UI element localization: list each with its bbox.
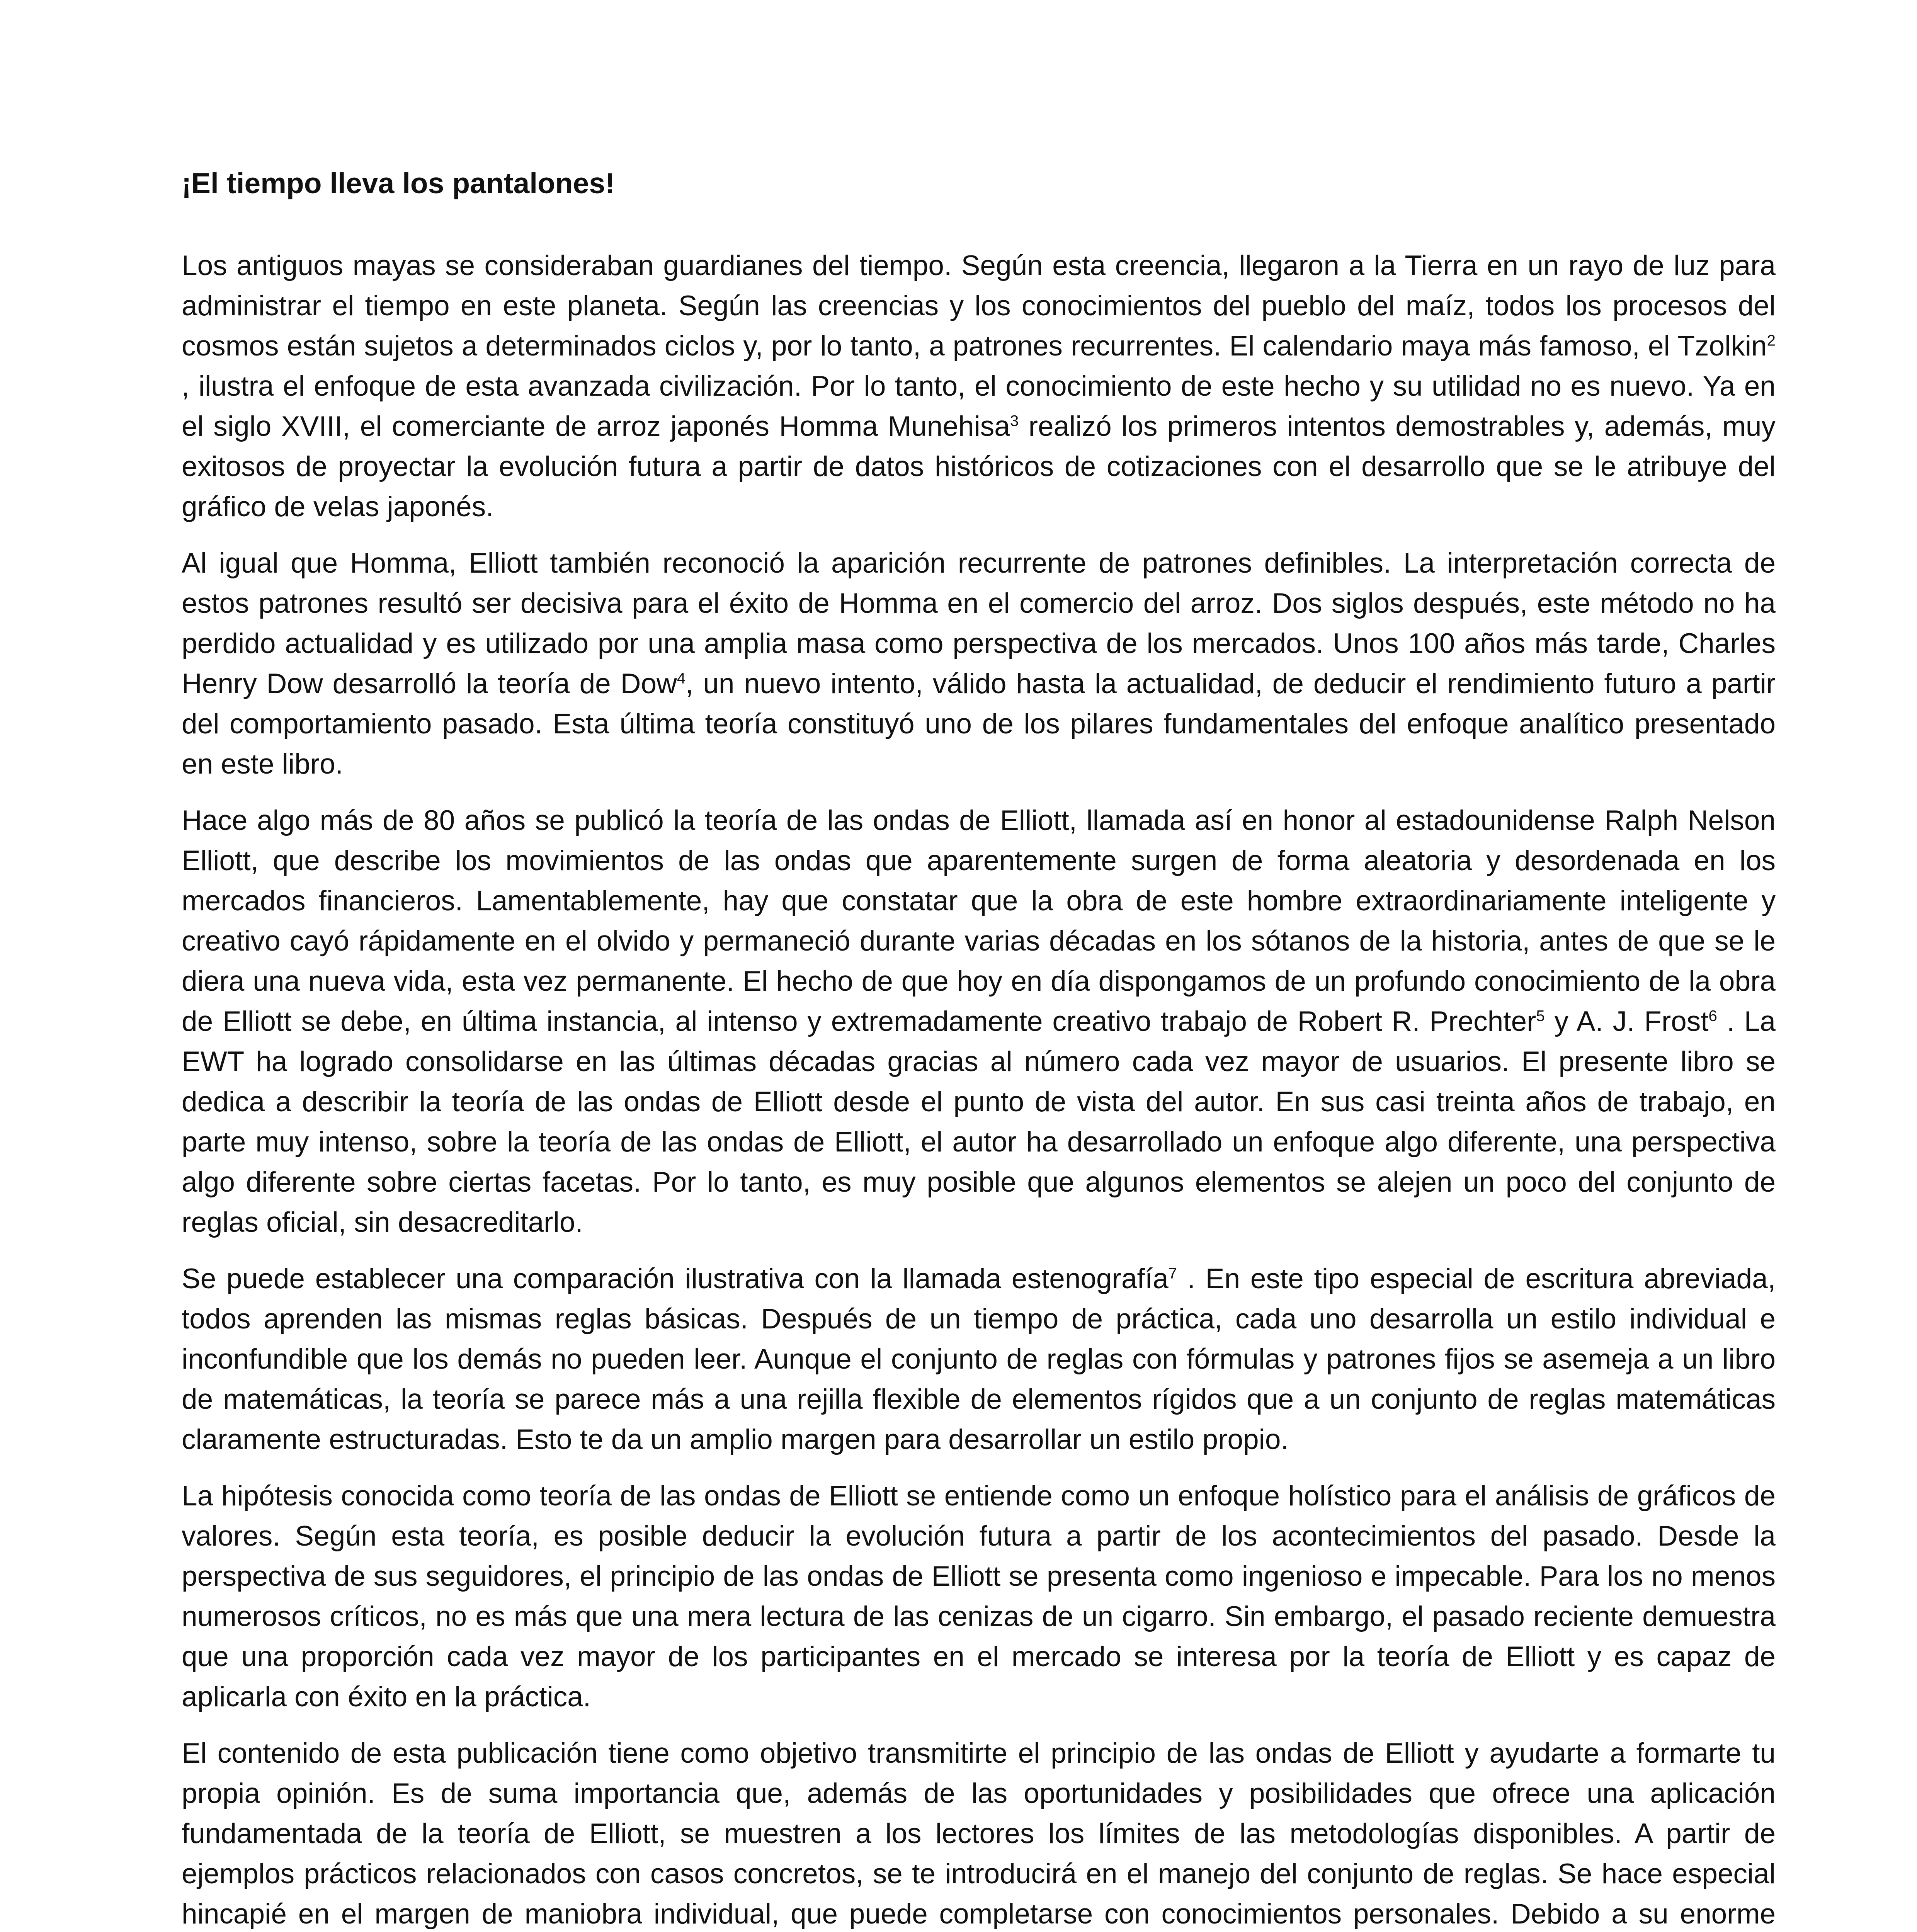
footnote-reference: 7 [1168,1264,1177,1282]
paragraph [182,246,1776,527]
footnote-reference: 5 [1536,1007,1545,1025]
paragraph-text: . La EWT ha logrado consolidarse en las últimas décadas gracias al número cada vez mayor de usuarios. El presente libro se dedica a describir la teoría de las ondas de Elliott desde el punto de vista del autor. En sus casi treinta años de trabajo, en parte muy intenso, sobre la teoría de las ondas de Elliott, el autor ha desarrollado un enfoque algo diferente, una perspectiva algo diferente sobre ciertas facetas. Por lo tanto, es muy posible que algunos elementos se alejen un poco del conjunto de reglas oficial, sin desacreditarlo. [182,1006,1776,1238]
paragraph-text: , ilustra el enfoque de esta avanzada civilización. Por lo tanto, el conocimiento de este hecho y su utilidad no es nuevo. Ya en el siglo XVIII, el comerciante de arroz japonés Homma Munehisa [182,371,1776,442]
paragraph-text: y A. J. Frost [1544,1006,1709,1037]
paragraph [182,801,1776,1243]
paragraph-text: Se puede establecer una comparación ilustrativa con la llamada estenografía [182,1263,1169,1294]
paragraph-text: , un nuevo intento, válido hasta la actualidad, de deducir el rendimiento futuro a partir del comportamiento pasado. Esta última teoría constituyó uno de los pilares fundamentales del enfoque analítico presentado en este libro. [182,668,1776,780]
paragraph [182,1476,1776,1717]
page-title: ¡El tiempo lleva los pantalones! [182,167,615,199]
paragraph-text: realizó los primeros intentos demostrables y, además, muy exitosos de proyectar la evolución futura a partir de datos históricos de cotizaciones con el desarrollo que se le atribuye del gráfico de velas japonés. [182,411,1776,522]
paragraph [182,543,1776,784]
footnote-reference: 2 [1767,332,1776,349]
paragraph-text: El contenido de esta publicación tiene como objetivo transmitirte el principio de las ondas de Elliott y ayudarte a formarte tu propia opinión. Es de suma importancia que, además de las oportunidades y posibilidades que ofrece una aplicación fundamentada de la teoría de Elliott, se muestren a los lectores los límites de las metodologías disponibles. A partir de ejemplos prácticos relacionados con casos concretos, se te introducirá en el manejo del conjunto de reglas. Se hace especial hincapié en el margen de maniobra individual, que puede completarse con conocimientos personales. Debido a su enorme [182,1738,1776,1930]
page-body [182,162,1776,1932]
body-text [182,246,1776,1932]
paragraph-text: Al igual que Homma, Elliott también reconoció la aparición recurrente de patrones definibles. La interpretación correcta de estos patrones resultó ser decisiva para el éxito de Homma en el comercio del arroz. Dos siglos después, este método no ha perdido actualidad y es utilizado por una amplia masa como perspectiva de los mercados. Unos 100 años más tarde, Charles Henry Dow desarrolló la teoría de Dow [182,548,1776,699]
paragraph-text: Hace algo más de 80 años se publicó la teoría de las ondas de Elliott, llamada así en honor al estadounidense Ralph Nelson Elliott, que describe los movimientos de las ondas que aparentemente surgen de forma aleatoria y desordenada en los mercados financieros. Lamentablemente, hay que constatar que la obra de este hombre extraordinariamente inteligente y creativo cayó rápidamente en el olvido y permaneció durante varias décadas en los sótanos de la historia, antes de que se le diera una nueva vida, esta vez permanente. El hecho de que hoy en día dispongamos de un profundo conocimiento de la obra de Elliott se debe, en última instancia, al intenso y extremadamente creativo trabajo de Robert R. Prechter [182,805,1776,1037]
paragraph [182,1259,1776,1460]
paragraph-text: Los antiguos mayas se consideraban guardianes del tiempo. Según esta creencia, llegaron a la Tierra en un rayo de luz para administrar el tiempo en este planeta. Según las creencias y los conocimientos del pueblo del maíz, todos los procesos del cosmos están sujetos a determinados ciclos y, por lo tanto, a patrones recurrentes. El calendario maya más famoso, el Tzolkin [182,250,1776,362]
paragraph [182,1733,1776,1932]
footnote-reference: 6 [1708,1007,1717,1025]
footnote-reference: 3 [1010,412,1019,430]
paragraph-text: . En este tipo especial de escritura abreviada, todos aprenden las mismas reglas básicas. Después de un tiempo de práctica, cada uno desarrolla un estilo individual e inconfundible que los demás no pueden leer. Aunque el conjunto de reglas con fórmulas y patrones fijos se asemeja a un libro de matemáticas, la teoría se parece más a una rejilla flexible de elementos rígidos que a un conjunto de reglas matemáticas claramente estructuradas. Esto te da un amplio margen para desarrollar un estilo propio. [182,1263,1776,1455]
paragraph-text: La hipótesis conocida como teoría de las ondas de Elliott se entiende como un enfoque holístico para el análisis de gráficos de valores. Según esta teoría, es posible deducir la evolución futura a partir de los acontecimientos del pasado. Desde la perspectiva de sus seguidores, el principio de las ondas de Elliott se presenta como ingenioso e impecable. Para los no menos numerosos críticos, no es más que una mera lectura de las cenizas de un cigarro. Sin embargo, el pasado reciente demuestra que una proporción cada vez mayor de los participantes en el mercado se interesa por la teoría de Elliott y es capaz de aplicarla con éxito en la práctica. [182,1480,1776,1713]
footnote-reference: 4 [677,669,686,687]
